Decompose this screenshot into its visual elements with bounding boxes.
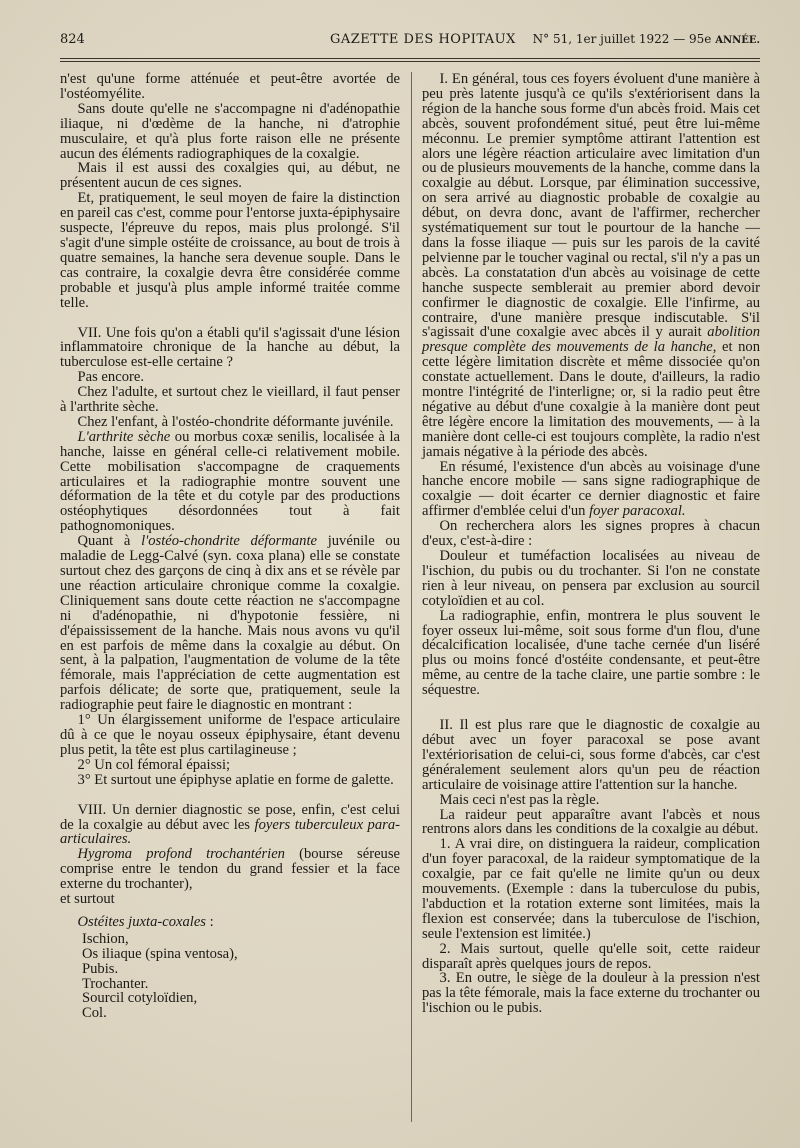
paragraph: 1° Un élargissement uniforme de l'espace articulaire dû à ce que le noyau osseux épiphysaire, étant devenu plus petit, la tête est plus cartilagineuse ;	[60, 712, 400, 758]
emphasis: foyer paracoxal.	[589, 503, 686, 520]
osteites-list	[82, 932, 400, 1021]
paragraph: Chez l'enfant, à l'ostéo-chondrite déformante juvénile.	[77, 413, 394, 430]
header-rule	[60, 58, 760, 62]
emphasis: abolition presque complète des mouvements de la hanche	[422, 324, 760, 356]
paragraph: 1. A vrai dire, on distinguera la raideur, complication d'un foyer paracoxal, de la raideur symptomatique de la coxalgie, par ce fait qu'elle ne limite qu'un ou deux mouvements. (Exemple : dans la tuberculose du pubis, l'abduction et la rotation externe sont limitées, mais la flexion est conservée; dans la tuberculose de l'ischion, seule l'extension est limitée.)	[422, 836, 760, 942]
section-viii: VIII. Un dernier diagnostic se pose, enfin, c'est celui de la coxalgie au début avec les foyers tuberculeux para-articulaires.	[60, 801, 400, 848]
list-item: Col.	[82, 1005, 107, 1022]
paragraph: Douleur et tuméfaction localisées au niveau de l'ischion, du pubis ou du trochanter. Si l'on ne constate rien à leur niveau, on pensera par exclusion au sourcil cotyloïdien et au col.	[422, 548, 760, 609]
issue-year-label: ANNÉE.	[715, 35, 760, 46]
paragraph: Hygroma profond trochantérien (bourse séreuse comprise entre le tendon du grand fessier et la face externe du trochanter),	[60, 846, 400, 893]
page-number: 824	[60, 32, 85, 47]
paragraph: Mais il est aussi des coxalgies qui, au début, ne présentent aucun de ces signes.	[60, 160, 400, 192]
paragraph: 3° Et surtout une épiphyse aplatie en forme de galette.	[77, 771, 394, 788]
right-column	[422, 72, 760, 1016]
paragraph: La radiographie, enfin, montrera le plus souvent le foyer osseux lui-même, soit sous forme d'un flou, d'une décalcification localisée, d'une tache cernée d'un liséré plus ou moins foncé d'ostéite condensante, et peut-être même, au centre de la tache claire, une partie sombre : le séquestre.	[422, 607, 760, 699]
section-vii: VII. Une fois qu'on a établi qu'il s'agissait d'une lésion inflammatoire chronique de la hanche au début, la tuberculose est-elle certaine ?	[60, 324, 400, 371]
paragraph: Mais ceci n'est pas la règle.	[439, 791, 600, 808]
list-item: Sourcil cotyloïdien,	[82, 990, 198, 1007]
issue-info	[533, 32, 760, 46]
paragraph: On recherchera alors les signes propres à chacun d'eux, c'est-à-dire :	[422, 518, 760, 550]
emphasis: L'arthrite sèche	[77, 428, 171, 445]
paragraph: En résumé, l'existence d'un abcès au voisinage d'une hanche encore mobile — sans signe radiographique de coxalgie — doit écarter ce dernier diagnostic et faire affirmer d'emblée celui d'un foyer paracoxal.	[422, 458, 760, 520]
paragraph: 2. Mais surtout, quelle qu'elle soit, cette raideur disparaît après quelques jours de repos.	[422, 940, 760, 972]
paragraph: 2° Un col fémoral épaissi;	[77, 756, 231, 773]
paragraph: n'est qu'une forme atténuée et peut-être avortée de l'ostéomyélite.	[60, 71, 400, 102]
list-item: Ischion,	[82, 930, 129, 947]
paragraph: L'arthrite sèche ou morbus coxæ senilis, localisée à la hanche, laisse en général celle-ci relativement mobile. Cette mobilisation s'accompagne de craquements articulaires et la radiographie montre souvent une déformation de la tête et du cotyle par des productions ostéophytiques désordonnées tout à fait pathognomoniques.	[60, 428, 400, 535]
section-ii: II. Il est plus rare que le diagnostic de coxalgie au début avec un foyer paracoxal se pose avant l'extériorisation de celui-ci, sous forme d'abcès, car c'est généralement seulement alors qu'un peu de réaction articulaire de voisinage attire l'attention sur la hanche.	[422, 717, 760, 793]
emphasis: foyers tuberculeux para-articulaires.	[60, 816, 400, 848]
emphasis: l'ostéo-chondrite déformante	[141, 533, 317, 550]
paragraph: Sans doute qu'elle ne s'accompagne ni d'adénopathie iliaque, ni d'œdème de la hanche, ni d'atrophie musculaire, et qu'à plus forte raison elle ne présente aucun des éléments radiographiques de la coxalgie.	[60, 100, 400, 162]
emphasis: Hygroma profond trochantérien	[77, 846, 285, 863]
paragraph: 3. En outre, le siège de la douleur à la pression n'est pas la tête fémorale, mais la face externe du trochanter ou l'ischion ou le pubis.	[422, 970, 760, 1017]
paragraph: Et, pratiquement, le seul moyen de faire la distinction en pareil cas c'est, comme pour l'entorse juxta-épiphysaire suspecte, l'épreuve du repos, mais plus prolongé. S'il s'agit d'une simple ostéite de croissance, au bout de trois à quatre semaines, la hanche sera devenue souple. Dans le cas contraire, la coxalgie devra être considérée comme probable et jusqu'à plus ample informé traitée comme telle.	[60, 190, 400, 311]
page-header	[60, 32, 760, 54]
paragraph: Ostéites juxta-coxales :	[77, 913, 214, 930]
list-item: Pubis.	[82, 960, 119, 977]
paragraph: Pas encore.	[77, 369, 144, 386]
paragraph: La raideur peut apparaître avant l'abcès et nous rentrons alors dans les conditions de la coxalgie au début.	[422, 806, 760, 838]
list-item: Trochanter.	[82, 975, 149, 992]
section-i: I. En général, tous ces foyers évoluent d'une manière à peu près latente jusqu'à ce qu'ils s'extériorisent dans la région de la hanche sous forme d'un abcès froid. Mais cet abcès, souvent profondément situé, peut être lui-même méconnu. Le premier symptôme attirant l'attention est alors une légère réaction articulaire avec limitation d'un ou de plusieurs mouvements de la hanche, comme dans la coxalgie au début. Lorsque, par élimination successive, on sera arrivé au diagnostic probable de coxalgie au début, on devra donc, avant de l'affirmer, rechercher systématiquement sur tout le pourtour de la hanche — dans la fosse iliaque — puis sur les parois de la cavité pelvienne par le toucher vaginal ou rectal, s'il n'y a pas un abcès. La constatation d'un abcès au voisinage de cette hanche suspecte semblerait au premier abord devoir confirmer le diagnostic de coxalgie. Elle l'infirme, au contraire, d'une manière presque indiscutable. S'il s'agissait d'une coxalgie avec abcès il y aurait abolition presque complète des mouvements de la hanche, et non cette légère limitation discrète et même dissociée qu'on constate actuellement. Dans le doute, d'ailleurs, la radio montre l'intégrité de l'interligne; or, si la radio peut être négative au début d'une coxalgie à la manière dont peut être légère encore la limitation des mouvements, — à la manière dont celle-ci est toujours complète, la radio n'est jamais négative à la période des abcès.	[422, 71, 760, 460]
paragraph: Chez l'adulte, et surtout chez le vieillard, il faut penser à l'arthrite sèche.	[60, 384, 400, 416]
column-divider	[411, 72, 412, 1122]
list-item: Os iliaque (spina ventosa),	[82, 945, 238, 962]
emphasis: Ostéites juxta-coxales	[77, 913, 206, 930]
paragraph: Quant à l'ostéo-chondrite déformante juvénile ou maladie de Legg-Calvé (syn. coxa plana) elle se constate surtout chez des garçons de cinq à dix ans et se révèle par une réaction articulaire chronique comme la coxalgie. Cliniquement sans doute cette réaction ne s'accompagne ni d'adénopathie, ni d'hypotonie fessière, ni d'épaississement de la hanche. Mais nous avons vu qu'il en est parfois de même dans la coxalgie au début. On sent, à la palpation, l'augmentation de volume de la tête fémorale, mais l'appréciation de cette augmentation est parfois délicate; de sorte que, pratiquement, seule la radiographie peut faire le diagnostic en montrant :	[60, 533, 400, 714]
journal-title: GAZETTE DES HOPITAUX	[330, 32, 516, 47]
left-column	[60, 72, 400, 1021]
paragraph: et surtout	[60, 891, 115, 908]
issue-date: N° 51, 1er juillet 1922 — 95e	[532, 32, 712, 46]
